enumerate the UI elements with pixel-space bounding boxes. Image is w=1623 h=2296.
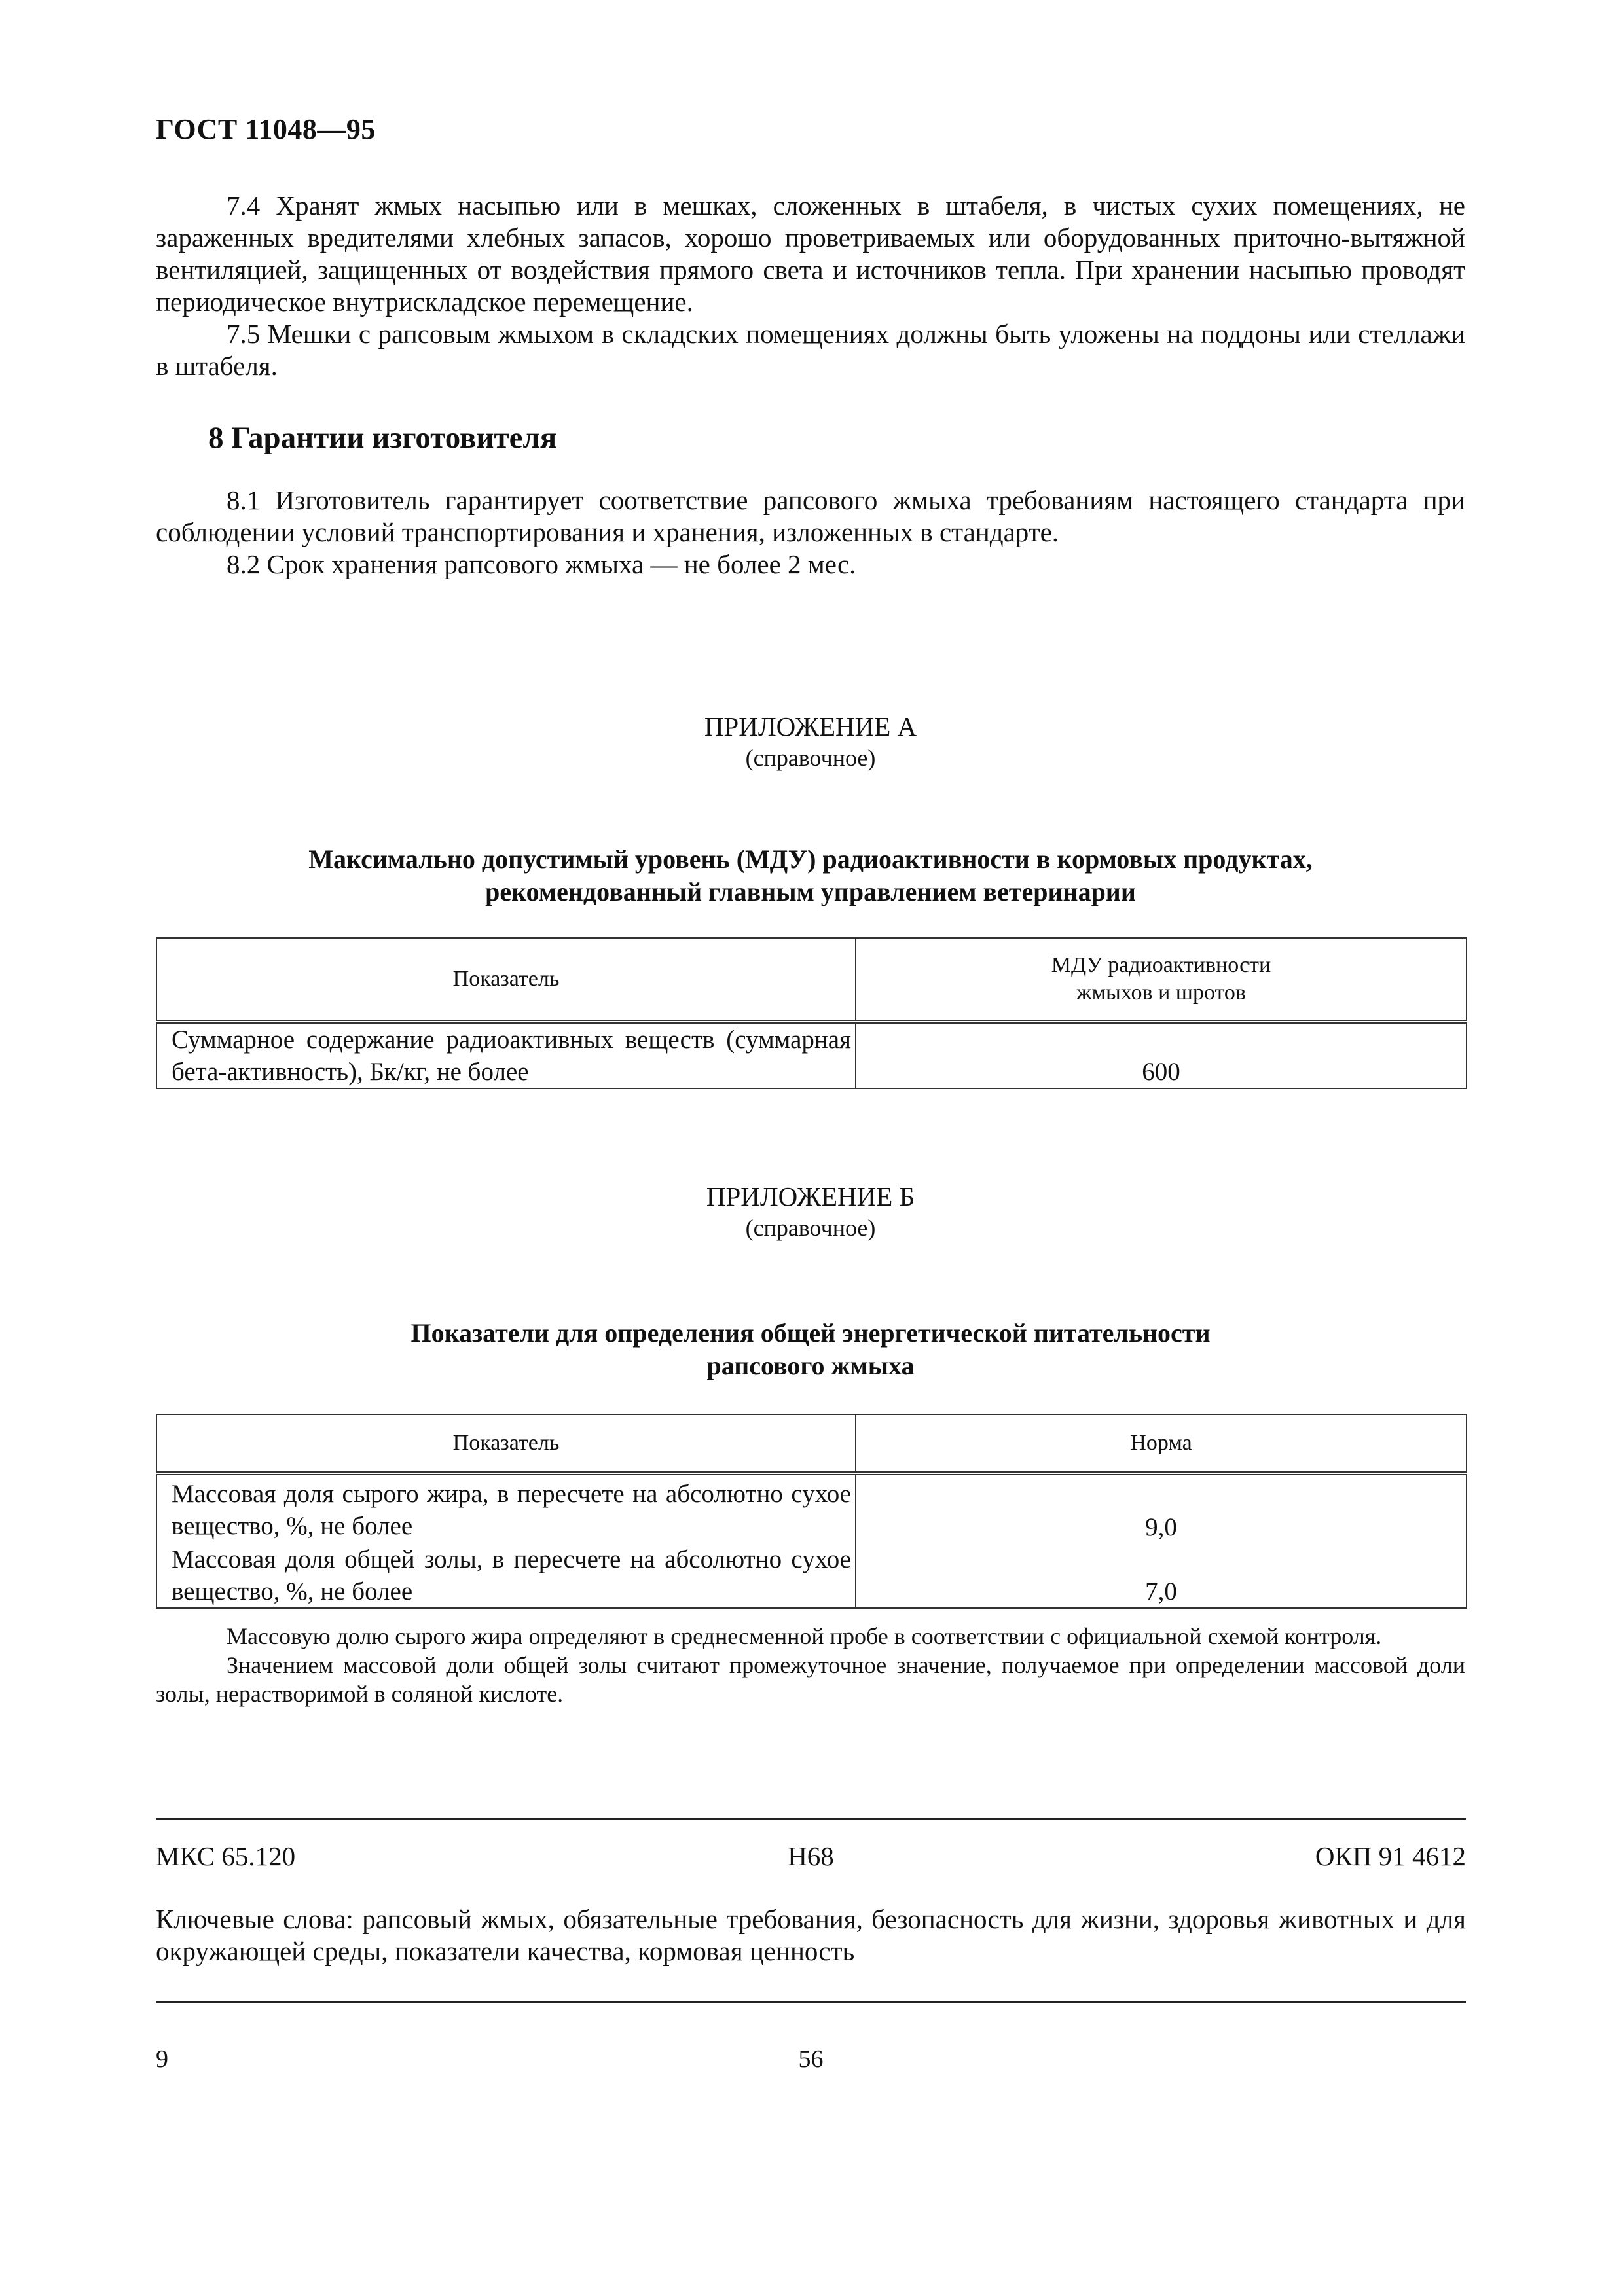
classification-row [156, 1840, 1466, 1873]
mks-code: МКС 65.120 [156, 1841, 296, 1871]
appendix-b-title [156, 1317, 1465, 1382]
appendix-a-table [156, 937, 1467, 1089]
page-number: 56 [798, 2045, 824, 2073]
row-label: Суммарное содержание радиоактивных веществ (суммарная бета-активность), Бк/кг, не более [156, 1022, 856, 1088]
okp-code: ОКП 91 4612 [1315, 1841, 1466, 1871]
footer-rule-bottom [156, 2001, 1466, 2003]
row-label: Массовая доля общей золы, в пересчете на абсолютно сухое вещество, %, не более [156, 1543, 856, 1608]
paragraph-7-5: 7.5 Мешки с рапсовым жмыхом в складских помещениях должны быть уложены на поддоны или стеллажи в штабеля. [156, 319, 1465, 381]
row-label: Массовая доля сырого жира, в пересчете на абсолютно сухое вещество, %, не более [156, 1473, 856, 1543]
standard-header: ГОСТ 11048—95 [156, 113, 376, 145]
row-value: 7,0 [856, 1543, 1467, 1608]
row-value: 600 [856, 1022, 1467, 1088]
note-ash: Значением массовой доли общей золы считают промежуточное значение, получаемое при определении массовой доли золы, нерастворимой в соляной кислоте. [156, 1652, 1465, 1707]
table-row [156, 1473, 1467, 1543]
paragraph-8-2: 8.2 Срок хранения рапсового жмыха — не более 2 мес. [227, 549, 856, 579]
column-header-mdu-line2: жмыхов и шротов [1076, 980, 1246, 1005]
appendix-b-label: ПРИЛОЖЕНИЕ Б [706, 1181, 915, 1211]
appendix-b-notes [156, 1622, 1465, 1708]
appendix-b-table [156, 1414, 1467, 1609]
paragraph-8-1: 8.1 Изготовитель гарантирует соответствие рапсового жмыха требованиям настоящего стандарта при соблюдении условий транспортирования и хранения, изложенных в стандарте. [156, 485, 1465, 547]
section-8-title: 8 Гарантии изготовителя [208, 421, 557, 455]
appendix-b-heading [156, 1181, 1465, 1244]
table-row [156, 1543, 1467, 1608]
appendix-b-title-line1: Показатели для определения общей энергетической питательности [410, 1318, 1211, 1348]
note-fat: Массовую долю сырого жира определяют в среднесменной пробе в соответствии с официальной схемой контроля. [227, 1623, 1382, 1649]
classifier-code: Н68 [788, 1841, 834, 1871]
column-header-mdu-line1: МДУ радиоактивности [1051, 953, 1271, 977]
footer-rule-top [156, 1818, 1466, 1820]
paragraph-7-4: 7.4 Хранят жмых насыпью или в мешках, сложенных в штабеля, в чистых сухих помещениях, не зараженных вредителями хлебных запасов, хорошо проветриваемых или оборудованных приточно-вытяжной вентиляцией, защищенных от воздействия прямого света и источников тепла. При хранении насыпью проводят периодическое внутрискладское перемещение. [156, 190, 1465, 317]
table-row [156, 1022, 1467, 1088]
sheet-number: 9 [156, 2045, 168, 2073]
table-header-row [156, 1414, 1467, 1473]
column-header-mdu [856, 938, 1467, 1022]
appendix-a-label: ПРИЛОЖЕНИЕ А [704, 711, 917, 742]
appendix-b-kind: (справочное) [745, 1215, 876, 1241]
column-header-indicator: Показатель [156, 1414, 856, 1473]
appendix-b-title-line2: рапсового жмыха [706, 1351, 915, 1380]
column-header-indicator: Показатель [156, 938, 856, 1022]
section-8-text [156, 484, 1465, 581]
table-header-row [156, 938, 1467, 1022]
appendix-a-title [156, 843, 1465, 908]
row-value: 9,0 [856, 1473, 1467, 1543]
section-7-text [156, 190, 1465, 382]
appendix-a-kind: (справочное) [745, 745, 876, 771]
column-header-norm: Норма [856, 1414, 1467, 1473]
keywords: Ключевые слова: рапсовый жмых, обязательные требования, безопасность для жизни, здоровья животных и для окружающей среды, показатели качества, кормовая ценность [156, 1904, 1466, 1966]
appendix-a-heading [156, 711, 1465, 774]
appendix-a-title-line1: Максимально допустимый уровень (МДУ) радиоактивности в кормовых продуктах, [308, 844, 1313, 874]
appendix-a-title-line2: рекомендованный главным управлением ветеринарии [485, 877, 1136, 906]
